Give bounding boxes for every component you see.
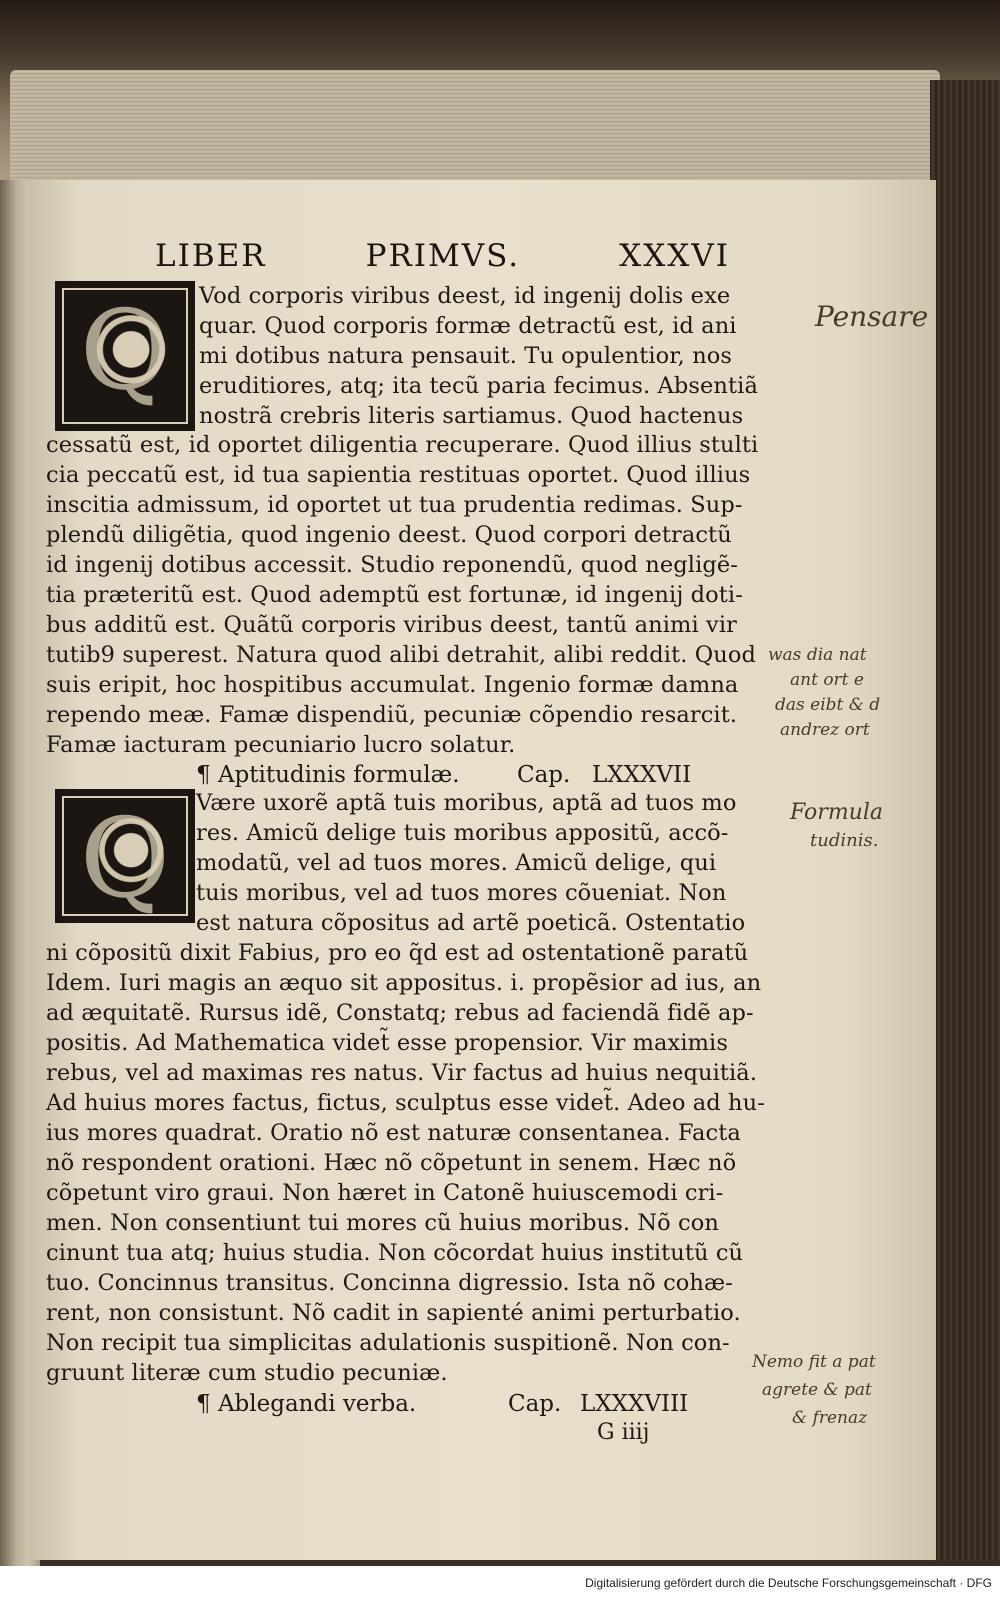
text-line: eruditiores, atq; ita tecũ paria fecimus. Absentiã <box>199 373 758 399</box>
text-line: tia præteritũ est. Quod ademptũ est fortunæ, id ingenij doti- <box>46 582 743 608</box>
running-head <box>155 238 730 278</box>
text-line: cõpetunt viro graui. Non hæret in Catonẽ huiuscemodi cri- <box>46 1180 724 1206</box>
text-line: inscitia admissum, id oportet ut tua prudentia redimas. Sup- <box>46 492 743 518</box>
signature-mark: G iiij <box>597 1420 650 1445</box>
decorated-initial-1 <box>55 281 195 431</box>
margin-note-2-line: was dia nat <box>768 645 867 665</box>
margin-note-1: Pensare <box>815 300 929 333</box>
text-line: est natura cõpositus ad artẽ poeticã. Ostentatio <box>196 910 746 936</box>
text-line: ius mores quadrat. Oratio nõ est naturæ consentanea. Facta <box>46 1120 741 1146</box>
text-line: Non recipit tua simplicitas adulationis suspitionẽ. Non con- <box>46 1330 730 1356</box>
dfg-credit: Digitalisierung gefördert durch die Deutsche Forschungsgemeinschaft · DFG <box>585 1576 992 1590</box>
running-head-center: PRIMVS. <box>365 238 521 274</box>
text-line: tuis moribus, vel ad tuos mores cõueniat. Non <box>196 880 727 906</box>
text-line: mi dotibus natura pensauit. Tu opulentior, nos <box>199 343 733 369</box>
initial-letter: Q <box>79 794 171 922</box>
margin-note-3-line: tudinis. <box>810 830 879 851</box>
text-line: gruunt literæ cum studio pecuniæ. <box>46 1360 448 1386</box>
text-line: rent, non consistunt. Nõ cadit in sapienté animi perturbatio. <box>46 1300 741 1326</box>
margin-note-3-line: Formula <box>790 800 884 825</box>
text-line: men. Non consentiunt tui mores cũ huius moribus. Nõ con <box>46 1210 719 1236</box>
initial-letter: Q <box>79 286 171 414</box>
text-line: cessatũ est, id oportet diligentia recuperare. Quod illius stulti <box>46 432 759 458</box>
text-line: quar. Quod corporis formæ detractũ est, id ani <box>199 313 737 339</box>
heading-number: LXXXVIII <box>580 1391 689 1417</box>
text-line: Famæ iacturam pecuniario lucro solatur. <box>46 732 516 758</box>
margin-note-4-line: & frenaz <box>792 1408 868 1428</box>
margin-note-2-line: andrez ort <box>780 720 870 740</box>
text-line: ad æquitatẽ. Rursus idẽ, Constatq; rebus ad faciendã fidẽ ap- <box>46 1000 754 1026</box>
text-line: bus additũ est. Quãtũ corporis viribus deest, tantũ animi vir <box>46 612 737 638</box>
running-head-left: LIBER <box>155 238 267 274</box>
margin-note-4-line: Nemo fit a pat <box>752 1352 876 1372</box>
margin-note-4-line: agrete & pat <box>762 1380 872 1400</box>
text-line: plendũ diligẽtia, quod ingenio deest. Quod corpori detractũ <box>46 522 732 548</box>
text-line: nostrã crebris literis sartiamus. Quod hactenus <box>199 403 744 429</box>
heading-title: ¶ Ablegandi verba. <box>196 1391 417 1417</box>
text-line: Være uxorẽ aptã tuis moribus, aptã ad tuos mo <box>196 790 737 816</box>
margin-note-2-line: ant ort e <box>790 670 864 690</box>
text-line: positis. Ad Mathematica videt̃ esse propensior. Vir maximis <box>46 1030 728 1056</box>
text-line: Ad huius mores factus, fictus, sculptus esse videt̃. Adeo ad hu- <box>46 1090 765 1116</box>
text-line: cinunt tua atq; huius studia. Non cõcordat huius institutũ cũ <box>46 1240 744 1266</box>
text-line: tutib9 superest. Natura quod alibi detrahit, alibi reddit. Quod <box>46 642 756 668</box>
text-line: modatũ, vel ad tuos mores. Amicũ delige, qui <box>196 850 717 876</box>
text-line: tuo. Concinnus transitus. Concinna digressio. Ista nõ cohæ- <box>46 1270 733 1296</box>
text-line: rebus, vel ad maximas res natus. Vir factus ad huius nequitiã. <box>46 1060 758 1086</box>
decorated-initial-2 <box>55 789 195 923</box>
running-head-right: XXXVI <box>619 238 730 274</box>
heading-title: ¶ Aptitudinis formulæ. <box>196 762 460 788</box>
heading-number: LXXXVII <box>592 762 692 788</box>
text-line: res. Amicũ delige tuis moribus appositũ, accõ- <box>196 820 729 846</box>
text-line: Idem. Iuri magis an æquo sit appositus. i. propẽsior ad ius, an <box>46 970 762 996</box>
text-line: suis eripit, hoc hospitibus accumulat. Ingenio formæ damna <box>46 672 739 698</box>
text-line: cia peccatũ est, id tua sapientia restituas oportet. Quod illius <box>46 462 751 488</box>
heading-cap: Cap. <box>517 762 571 788</box>
margin-note-2-line: das eibt & d <box>775 695 881 715</box>
heading-cap: Cap. <box>508 1391 562 1417</box>
text-line: rependo meæ. Famæ dispendiũ, pecuniæ cõpendio resarcit. <box>46 702 738 728</box>
text-line: Vod corporis viribus deest, id ingenij dolis exe <box>199 283 731 309</box>
text-line: ni cõpositũ dixit Fabius, pro eo q̃d est ad ostentationẽ paratũ <box>46 940 749 966</box>
text-line: nõ respondent orationi. Hæc nõ cõpetunt in senem. Hæc nõ <box>46 1150 737 1176</box>
text-line: id ingenij dotibus accessit. Studio reponendũ, quod negligẽ- <box>46 552 738 578</box>
right-binding <box>930 80 1000 1560</box>
